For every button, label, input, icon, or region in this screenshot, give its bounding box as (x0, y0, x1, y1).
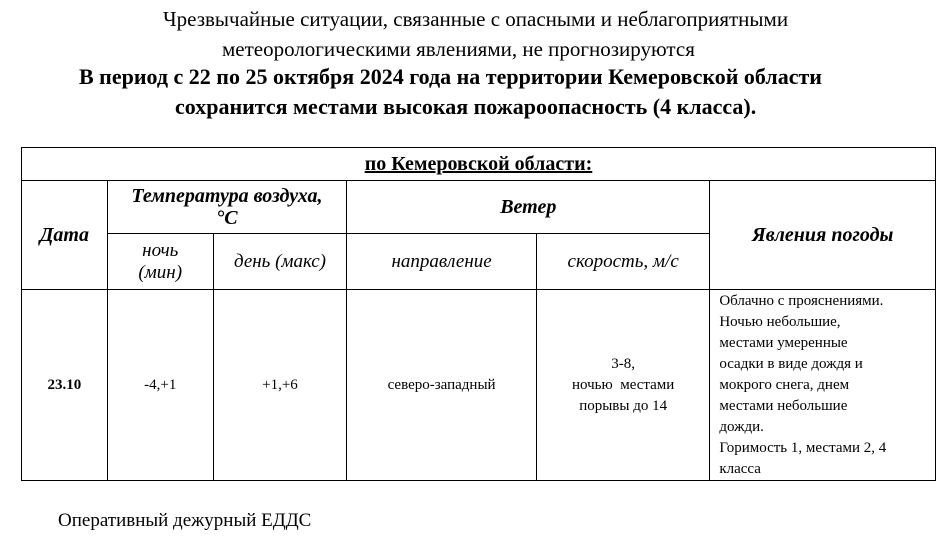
header-phenomena: Явления погоды (710, 181, 936, 290)
warning-line-2: сохранится местами высокая пожароопасность (4 класса). (175, 94, 757, 119)
cell-date: 23.10 (22, 290, 108, 481)
cell-phenomena (710, 290, 936, 481)
region-title: по Кемеровской области: (22, 148, 936, 181)
phenomena-line-6: местами небольшие (719, 398, 848, 414)
header-night-line-2: (мин) (138, 261, 183, 283)
cell-wind-direction: северо-западный (347, 290, 537, 481)
header-wind: Ветер (347, 181, 710, 234)
header-speed: скорость, м/с (536, 234, 709, 290)
header-temperature-line-1: Температура воздуха, (131, 185, 323, 207)
header-temperature-unit: °C (216, 207, 238, 229)
phenomena-line-9: класса (719, 461, 761, 477)
wind-speed-line-3: порывы до 14 (579, 397, 668, 414)
header-night (107, 234, 213, 290)
phenomena-line-2: Ночью небольшие, (719, 314, 841, 330)
warning-line-1: В период с 22 по 25 октября 2024 года на территории Кемеровской области (79, 64, 822, 89)
cell-night-temp: -4,+1 (107, 290, 213, 481)
phenomena-line-3: местами умеренные (719, 335, 848, 351)
header-day: день (макс) (213, 234, 346, 290)
forecast-table (21, 147, 936, 481)
wind-speed-line-2: ночью местами (571, 376, 675, 393)
cell-wind-speed (536, 290, 709, 481)
header-direction: направление (347, 234, 537, 290)
wind-speed-line-1: 3-8, (611, 355, 636, 372)
phenomena-line-1: Облачно с прояснениями. (719, 293, 884, 309)
header-night-line-1: ночь (142, 239, 179, 261)
table-row (22, 290, 936, 481)
phenomena-line-4: осадки в виде дождя и (719, 356, 863, 372)
intro-line-1: Чрезвычайные ситуации, связанные с опасными и неблагоприятными (163, 7, 789, 31)
header-temperature (107, 181, 347, 234)
header-date: Дата (22, 181, 108, 290)
cell-day-temp: +1,+6 (213, 290, 346, 481)
phenomena-line-5: мокрого снега, днем (719, 377, 850, 393)
footer-signature: Оперативный дежурный ЕДДС (58, 510, 312, 531)
phenomena-line-8: Горимость 1, местами 2, 4 (719, 440, 887, 456)
phenomena-line-7: дожди. (719, 419, 764, 435)
intro-line-2: метеорологическими явлениями, не прогнозируются (222, 37, 695, 61)
